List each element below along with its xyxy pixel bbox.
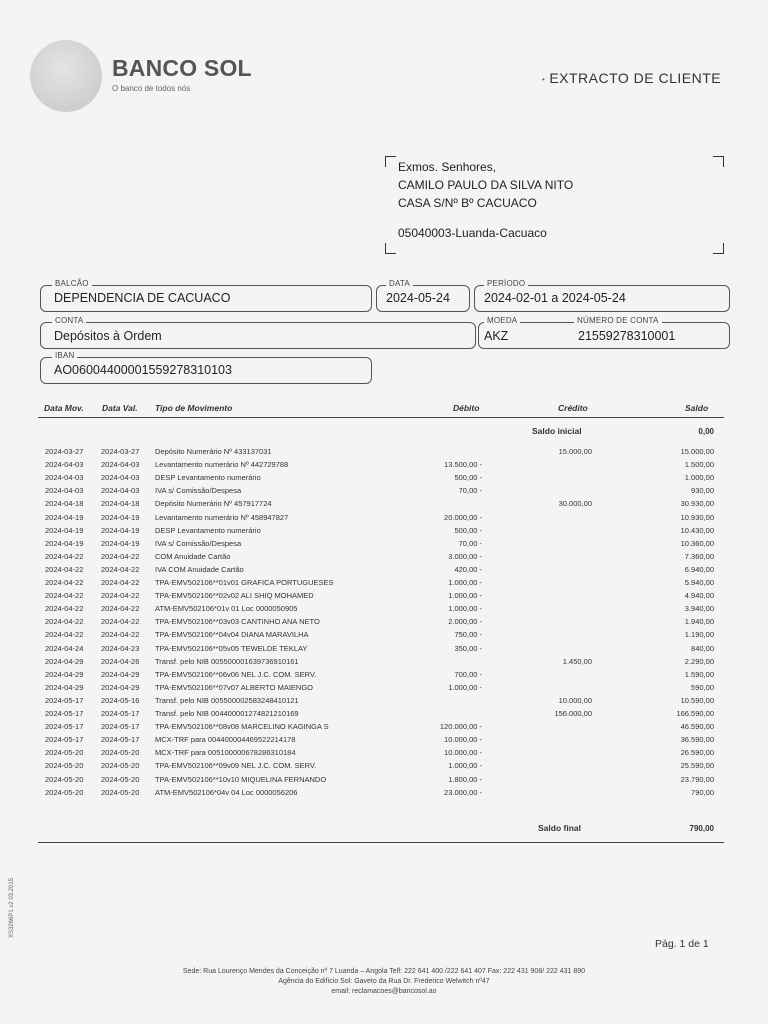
table-row bbox=[0, 460, 768, 473]
col-header-tipo: Tipo de Movimento bbox=[155, 403, 233, 413]
cell-data-mov: 2024-04-19 bbox=[45, 525, 84, 535]
conta-value: Depósitos à Ordem bbox=[54, 329, 162, 343]
address-corner-mark bbox=[713, 243, 724, 254]
cell-saldo: 10.930,00 bbox=[680, 512, 714, 522]
cell-debito: 500,00 - bbox=[454, 525, 482, 535]
cell-saldo: 10.430,00 bbox=[680, 525, 714, 535]
cell-data-val: 2024-04-26 bbox=[101, 656, 140, 666]
cell-data-mov: 2024-04-03 bbox=[45, 486, 84, 496]
address-postal: 05040003-Luanda-Cacuaco bbox=[398, 226, 547, 240]
conta-label: CONTA bbox=[52, 316, 86, 325]
cell-tipo-movimento: TPA-EMV502106**06v06 NEL J.C. COM. SERV. bbox=[155, 669, 317, 679]
document-title: • EXTRACTO DE CLIENTE bbox=[542, 70, 721, 86]
saldo-final-value: 790,00 bbox=[689, 824, 714, 833]
cell-data-val: 2024-05-17 bbox=[101, 722, 140, 732]
cell-debito: 1.000,00 - bbox=[448, 578, 482, 587]
cell-saldo: 30.930,00 bbox=[680, 499, 714, 509]
page-number: Pág. 1 de 1 bbox=[655, 938, 709, 950]
periodo-value: 2024-02-01 a 2024-05-24 bbox=[484, 291, 626, 305]
footer-address: Sede: Rua Lourenço Mendes da Conceição nº 7 Luanda – Angola Telf: 222 641 400 /222 641 407 Fax: 222 431 908/ 222 431 890 bbox=[182, 968, 586, 975]
cell-data-mov: 2024-04-29 bbox=[45, 656, 84, 666]
col-header-data-mov: Data Mov. bbox=[44, 403, 84, 413]
cell-data-val: 2024-05-20 bbox=[101, 787, 140, 797]
cell-saldo: 1.000,00 bbox=[684, 473, 714, 483]
table-row bbox=[0, 552, 768, 565]
cell-saldo: 1.940,00 bbox=[684, 617, 714, 627]
table-row bbox=[0, 526, 768, 539]
balcao-label: BALCÃO bbox=[52, 279, 92, 288]
cell-debito: 10.000,00 - bbox=[444, 735, 482, 745]
cell-data-mov: 2024-05-17 bbox=[45, 722, 84, 732]
table-row bbox=[0, 447, 768, 460]
address-street: CASA S/Nº Bº CACUACO bbox=[398, 196, 537, 210]
bank-logo-emblem bbox=[30, 40, 102, 112]
cell-saldo: 25.590,00 bbox=[680, 761, 714, 771]
cell-debito: 10.000,00 - bbox=[444, 748, 482, 758]
table-row bbox=[0, 539, 768, 552]
cell-saldo: 590,00 bbox=[691, 682, 714, 692]
cell-data-mov: 2024-04-19 bbox=[45, 512, 84, 522]
cell-tipo-movimento: TPA-EMV502106**08v08 MARCELINO KAGINGA S bbox=[155, 722, 329, 732]
cell-tipo-movimento: DESP Levantamento numerário bbox=[155, 525, 261, 535]
table-row bbox=[0, 644, 768, 657]
table-row bbox=[0, 683, 768, 696]
table-row bbox=[0, 696, 768, 709]
cell-data-val: 2024-05-20 bbox=[101, 774, 140, 784]
cell-saldo: 1.190,00 bbox=[684, 630, 714, 640]
col-header-saldo: Saldo bbox=[685, 403, 709, 413]
cell-saldo: 3.940,00 bbox=[684, 604, 714, 614]
col-header-data-val: Data Val. bbox=[102, 403, 138, 413]
address-corner-mark bbox=[713, 156, 724, 167]
cell-data-val: 2024-05-20 bbox=[101, 761, 140, 771]
cell-tipo-movimento: TPA-EMV502106**04v04 DIANA MARAVILHA bbox=[155, 630, 309, 640]
cell-tipo-movimento: Transf. pelo NIB 005500002583248410121 bbox=[155, 695, 299, 705]
address-corner-mark bbox=[385, 243, 396, 254]
cell-debito: 350,00 - bbox=[454, 643, 482, 653]
address-greeting: Exmos. Senhores, bbox=[398, 160, 497, 174]
cell-data-mov: 2024-03-27 bbox=[45, 447, 84, 456]
balcao-value: DEPENDENCIA DE CACUACO bbox=[54, 291, 231, 305]
cell-data-mov: 2024-04-29 bbox=[45, 669, 84, 679]
cell-tipo-movimento: Transf. pelo NIB 005500001639736910161 bbox=[155, 656, 299, 666]
table-row bbox=[0, 735, 768, 748]
cell-tipo-movimento: IVA s/ Comissão/Despesa bbox=[155, 486, 242, 496]
cell-data-mov: 2024-04-22 bbox=[45, 617, 84, 627]
table-row bbox=[0, 748, 768, 761]
bank-name: BANCO SOL bbox=[112, 55, 252, 81]
moeda-label: MOEDA bbox=[484, 316, 520, 325]
cell-data-val: 2024-05-17 bbox=[101, 735, 140, 745]
cell-data-val: 2024-04-03 bbox=[101, 486, 140, 496]
cell-saldo: 166.590,00 bbox=[676, 709, 714, 718]
cell-saldo: 1.500,00 bbox=[684, 460, 714, 470]
cell-saldo: 10.360,00 bbox=[680, 538, 714, 548]
table-row bbox=[0, 473, 768, 486]
table-row bbox=[0, 775, 768, 788]
table-row bbox=[0, 722, 768, 735]
bank-slogan: O banco de todos nós bbox=[112, 84, 191, 93]
cell-data-val: 2024-05-16 bbox=[101, 695, 140, 705]
cell-tipo-movimento: ATM-EMV502106*01v 01 Loc 0000050905 bbox=[155, 604, 298, 614]
cell-tipo-movimento: Levantamento numerário Nº 458947827 bbox=[155, 512, 289, 522]
cell-data-mov: 2024-05-20 bbox=[45, 787, 84, 797]
cell-saldo: 790,00 bbox=[691, 787, 714, 797]
cell-data-val: 2024-05-20 bbox=[101, 748, 140, 758]
cell-credito: 156.000,00 bbox=[554, 709, 592, 718]
periodo-label: PERÍODO bbox=[484, 279, 528, 288]
table-row bbox=[0, 617, 768, 630]
cell-tipo-movimento: TPA-EMV502106**02v02 ALI SHIQ MOHAMED bbox=[155, 591, 314, 601]
cell-tipo-movimento: MCX-TRF para 005100000678286310184 bbox=[155, 748, 296, 758]
footer-agency: Agência do Edifício Sol: Gaveto da Rua Dr. Frederico Welwitch nº47 bbox=[278, 978, 490, 985]
cell-debito: 70,00 - bbox=[458, 486, 482, 496]
cell-data-mov: 2024-04-19 bbox=[45, 538, 84, 548]
table-row bbox=[0, 761, 768, 774]
cell-data-mov: 2024-05-20 bbox=[45, 748, 84, 758]
cell-saldo: 840,00 bbox=[691, 643, 714, 653]
cell-data-mov: 2024-04-24 bbox=[45, 643, 84, 653]
cell-tipo-movimento: Depósito Numerário Nº 433137031 bbox=[155, 447, 272, 456]
cell-tipo-movimento: Levantamento numerário Nº 442729788 bbox=[155, 460, 289, 470]
cell-data-mov: 2024-04-22 bbox=[45, 551, 84, 561]
cell-data-val: 2024-04-22 bbox=[101, 591, 140, 601]
cell-saldo: 6.940,00 bbox=[684, 564, 714, 574]
cell-data-mov: 2024-04-22 bbox=[45, 564, 84, 574]
cell-tipo-movimento: TPA-EMV502106**05v05 TEWELDE TEKLAY bbox=[155, 643, 308, 653]
cell-data-val: 2024-04-22 bbox=[101, 630, 140, 640]
cell-credito: 1.450,00 bbox=[562, 656, 592, 666]
cell-data-val: 2024-04-22 bbox=[101, 617, 140, 627]
cell-data-val: 2024-04-22 bbox=[101, 564, 140, 574]
cell-tipo-movimento: TPA-EMV502106**07v07 ALBERTO MAIENGO bbox=[155, 682, 313, 692]
cell-debito: 13.500,00 - bbox=[444, 460, 482, 470]
cell-tipo-movimento: Transf. pelo NIB 004400001274821210169 bbox=[155, 709, 299, 718]
cell-saldo: 10.590,00 bbox=[680, 695, 714, 705]
cell-tipo-movimento: IVA s/ Comissão/Despesa bbox=[155, 538, 242, 548]
cell-data-mov: 2024-05-17 bbox=[45, 709, 84, 718]
cell-data-val: 2024-04-19 bbox=[101, 525, 140, 535]
cell-tipo-movimento: MCX-TRF para 004400004469522214178 bbox=[155, 735, 296, 745]
form-code: XS3266P1 v2 03.2015 bbox=[9, 877, 16, 939]
cell-debito: 750,00 - bbox=[454, 630, 482, 640]
cell-data-val: 2024-04-29 bbox=[101, 682, 140, 692]
cell-data-mov: 2024-04-03 bbox=[45, 460, 84, 470]
table-row bbox=[0, 578, 768, 591]
cell-data-val: 2024-04-19 bbox=[101, 512, 140, 522]
col-header-debito: Débito bbox=[453, 403, 480, 413]
cell-saldo: 4.940,00 bbox=[684, 591, 714, 601]
data-value: 2024-05-24 bbox=[386, 291, 450, 305]
cell-tipo-movimento: IVA COM Anuidade Cartão bbox=[155, 564, 244, 574]
cell-saldo: 23.790,00 bbox=[680, 774, 714, 784]
cell-debito: 1.000,00 - bbox=[448, 604, 482, 614]
cell-saldo: 7.360,00 bbox=[684, 551, 714, 561]
numero-conta-label: NÚMERO DE CONTA bbox=[574, 316, 662, 325]
cell-credito: 10.000,00 bbox=[558, 695, 592, 705]
address-name: CAMILO PAULO DA SILVA NITO bbox=[398, 178, 574, 192]
iban-label: IBAN bbox=[52, 351, 77, 360]
cell-data-mov: 2024-05-20 bbox=[45, 761, 84, 771]
cell-debito: 2.000,00 - bbox=[448, 617, 482, 627]
cell-saldo: 1.590,00 bbox=[684, 669, 714, 679]
cell-data-val: 2024-03-27 bbox=[101, 447, 140, 456]
cell-tipo-movimento: TPA-EMV502106**09v09 NEL J.C. COM. SERV. bbox=[155, 761, 317, 771]
cell-debito: 700,00 - bbox=[454, 669, 482, 679]
table-row bbox=[0, 788, 768, 801]
cell-debito: 500,00 - bbox=[454, 473, 482, 483]
cell-saldo: 2.290,00 bbox=[684, 656, 714, 666]
cell-data-val: 2024-04-29 bbox=[101, 669, 140, 679]
col-header-credito: Crédito bbox=[558, 403, 588, 413]
cell-saldo: 15.000,00 bbox=[680, 447, 714, 456]
cell-debito: 20.000,00 - bbox=[444, 512, 482, 522]
cell-data-mov: 2024-04-03 bbox=[45, 473, 84, 483]
cell-data-mov: 2024-04-22 bbox=[45, 604, 84, 614]
cell-data-mov: 2024-04-22 bbox=[45, 630, 84, 640]
cell-debito: 1.000,00 - bbox=[448, 761, 482, 771]
cell-debito: 3.000,00 - bbox=[448, 551, 482, 561]
saldo-inicial-value: 0,00 bbox=[698, 427, 714, 436]
cell-debito: 1.000,00 - bbox=[448, 682, 482, 692]
cell-data-mov: 2024-04-22 bbox=[45, 591, 84, 601]
cell-saldo: 26.590,00 bbox=[680, 748, 714, 758]
cell-data-mov: 2024-04-18 bbox=[45, 499, 84, 509]
cell-data-val: 2024-04-18 bbox=[101, 499, 140, 509]
cell-data-mov: 2024-04-29 bbox=[45, 682, 84, 692]
cell-data-val: 2024-05-17 bbox=[101, 709, 140, 718]
cell-data-val: 2024-04-22 bbox=[101, 551, 140, 561]
cell-credito: 15.000,00 bbox=[558, 447, 592, 456]
table-row bbox=[0, 513, 768, 526]
cell-tipo-movimento: TPA-EMV502106**03v03 CANTINHO ANA NETO bbox=[155, 617, 320, 627]
cell-saldo: 36.590,00 bbox=[680, 735, 714, 745]
cell-data-mov: 2024-05-17 bbox=[45, 695, 84, 705]
cell-data-mov: 2024-05-20 bbox=[45, 774, 84, 784]
cell-data-val: 2024-04-22 bbox=[101, 578, 140, 587]
table-row bbox=[0, 670, 768, 683]
cell-debito: 70,00 - bbox=[458, 538, 482, 548]
cell-saldo: 46.590,00 bbox=[680, 722, 714, 732]
table-row bbox=[0, 604, 768, 617]
table-header-rule bbox=[38, 417, 724, 418]
cell-saldo: 930,00 bbox=[691, 486, 714, 496]
saldo-final-label: Saldo final bbox=[538, 823, 581, 833]
address-corner-mark bbox=[385, 156, 396, 167]
cell-debito: 420,00 - bbox=[454, 564, 482, 574]
table-row bbox=[0, 591, 768, 604]
numero-conta-value: 21559278310001 bbox=[578, 329, 676, 343]
table-footer-rule bbox=[38, 842, 724, 843]
saldo-inicial-label: Saldo inicial bbox=[532, 426, 582, 436]
cell-tipo-movimento: DESP Levantamento numerário bbox=[155, 473, 261, 483]
cell-data-val: 2024-04-22 bbox=[101, 604, 140, 614]
cell-data-val: 2024-04-19 bbox=[101, 538, 140, 548]
table-row bbox=[0, 657, 768, 670]
moeda-value: AKZ bbox=[484, 329, 509, 343]
cell-data-mov: 2024-04-22 bbox=[45, 578, 84, 587]
footer-email: email: reclamacoes@bancosol.ao bbox=[331, 988, 437, 995]
table-row bbox=[0, 499, 768, 512]
cell-saldo: 5.940,00 bbox=[684, 578, 714, 587]
table-row bbox=[0, 709, 768, 722]
cell-credito: 30.000,00 bbox=[558, 499, 592, 509]
cell-debito: 120.000,00 - bbox=[439, 722, 482, 732]
cell-data-mov: 2024-05-17 bbox=[45, 735, 84, 745]
cell-debito: 1.800,00 - bbox=[448, 774, 482, 784]
cell-tipo-movimento: COM Anuidade Cartão bbox=[155, 551, 231, 561]
table-row bbox=[0, 630, 768, 643]
cell-data-val: 2024-04-03 bbox=[101, 460, 140, 470]
cell-data-val: 2024-04-03 bbox=[101, 473, 140, 483]
iban-value: AO06004400001559278310103 bbox=[54, 363, 232, 377]
cell-tipo-movimento: TPA-EMV502106**10v10 MIQUELINA FERNANDO bbox=[155, 774, 327, 784]
table-row bbox=[0, 565, 768, 578]
table-row bbox=[0, 486, 768, 499]
cell-debito: 23.000,00 - bbox=[444, 787, 482, 797]
cell-tipo-movimento: TPA-EMV502106**01v01 GRAFICA PORTUGUESES bbox=[155, 578, 334, 587]
data-label: DATA bbox=[386, 279, 413, 288]
cell-tipo-movimento: Depósito Numerário Nº 457917724 bbox=[155, 499, 272, 509]
cell-debito: 1.000,00 - bbox=[448, 591, 482, 601]
cell-data-val: 2024-04-23 bbox=[101, 643, 140, 653]
cell-tipo-movimento: ATM-EMV502106*04v 04 Loc 0000056206 bbox=[155, 787, 298, 797]
